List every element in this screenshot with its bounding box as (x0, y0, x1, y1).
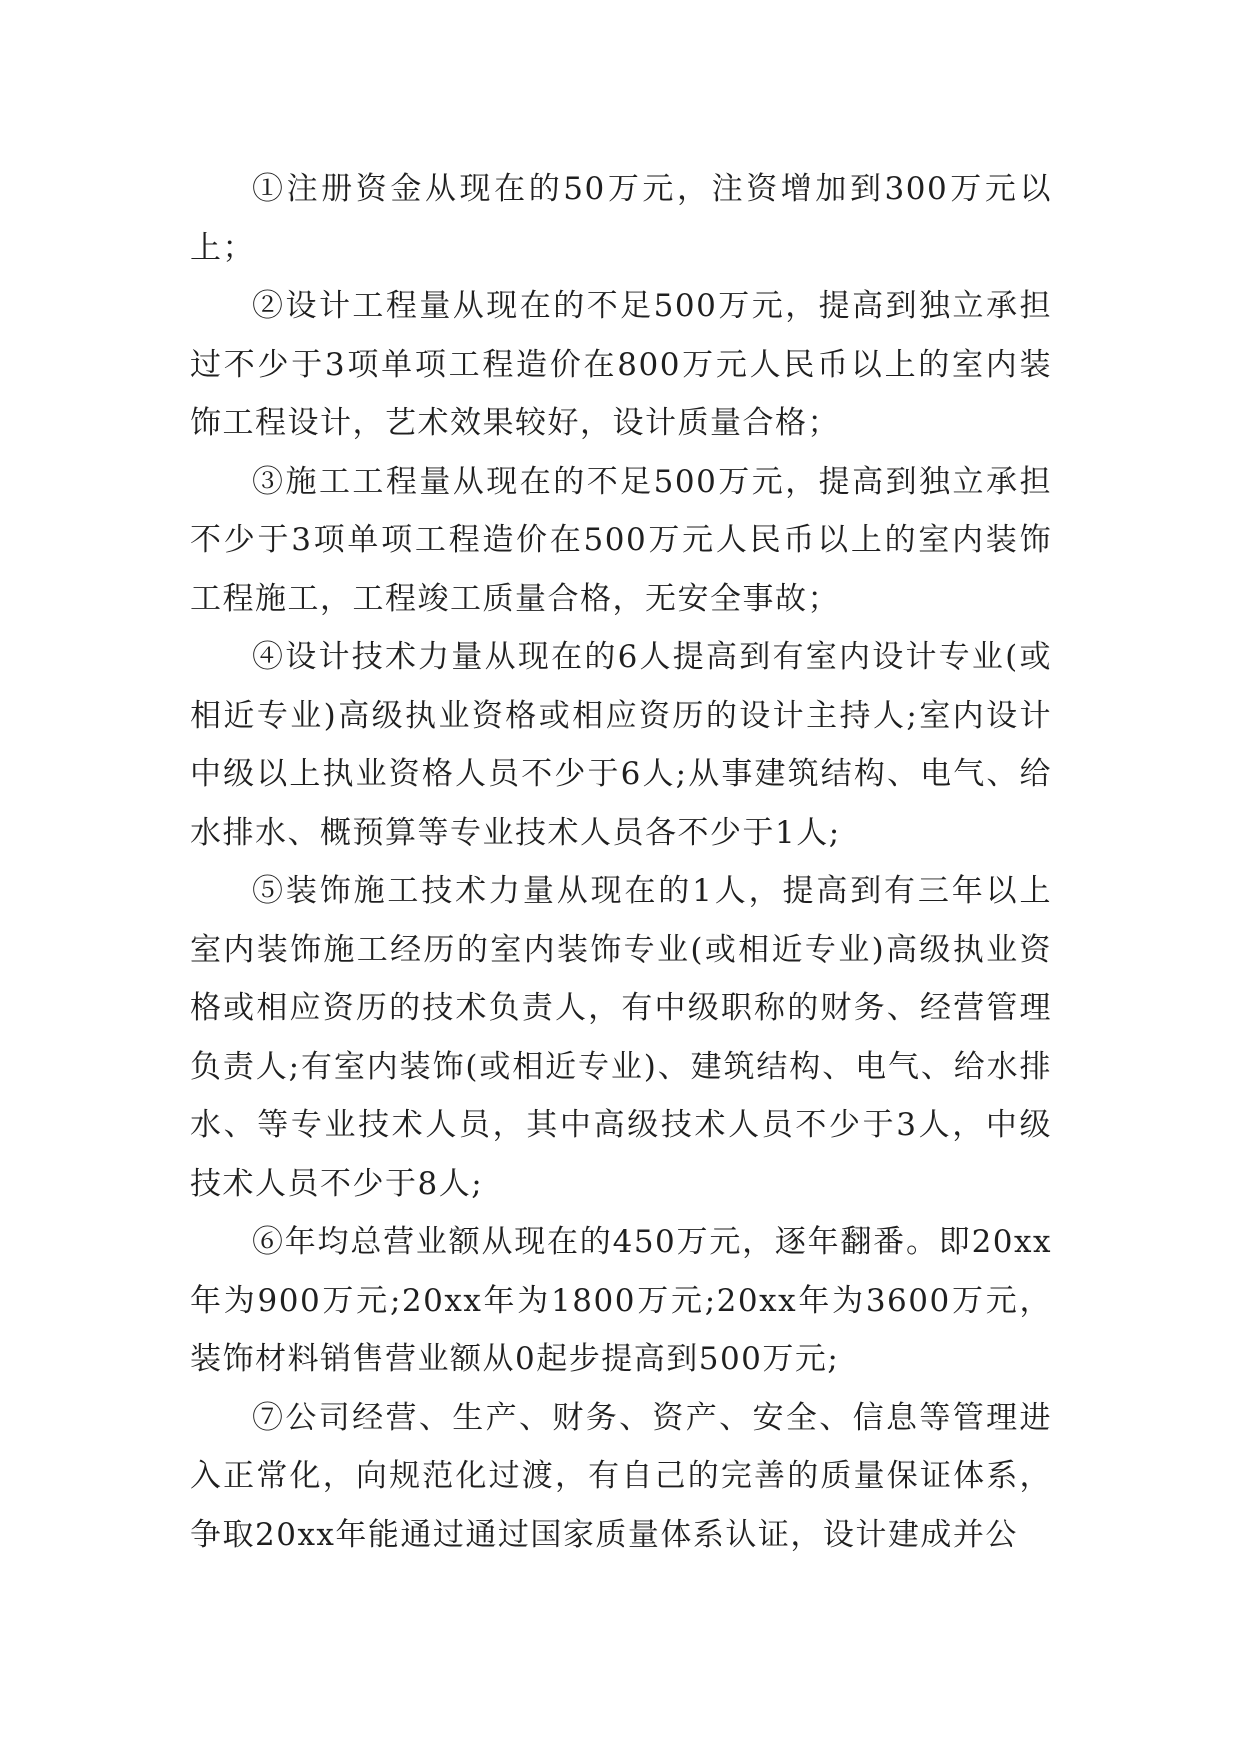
paragraph-7: ⑦公司经营、生产、财务、资产、安全、信息等管理进入正常化，向规范化过渡，有自己的完善的质量保证体系，争取20xx年能通过通过国家质量体系认证，设计建成并公 (190, 1399, 1052, 1553)
paragraph-2: ②设计工程量从现在的不足500万元，提高到独立承担过不少于3项单项工程造价在800万元人民币以上的室内装饰工程设计，艺术效果较好，设计质量合格； (190, 288, 1052, 441)
paragraph-1: ①注册资金从现在的50万元，注资增加到300万元以上； (190, 171, 1052, 266)
paragraph-3: ③施工工程量从现在的不足500万元，提高到独立承担不少于3项单项工程造价在500万元人民币以上的室内装饰工程施工，工程竣工质量合格，无安全事故； (190, 463, 1052, 617)
paragraph-6: ⑥年均总营业额从现在的450万元，逐年翻番。即20xx年为900万元;20xx年为1800万元;20xx年为3600万元，装饰材料销售营业额从0起步提高到500万元; (190, 1224, 1052, 1377)
document-body (190, 160, 1052, 1564)
paragraph-5: ⑤装饰施工技术力量从现在的1人，提高到有三年以上室内装饰施工经历的室内装饰专业(或相近专业)高级执业资格或相应资历的技术负责人，有中级职称的财务、经营管理负责人;有室内装饰(或相近专业)、建筑结构、电气、给水排水、等专业技术人员，其中高级技术人员不少于3人，中级技术人员不少于8人; (190, 873, 1052, 1202)
paragraph-4: ④设计技术力量从现在的6人提高到有室内设计专业(或相近专业)高级执业资格或相应资历的设计主持人;室内设计中级以上执业资格人员不少于6人;从事建筑结构、电气、给水排水、概预算等专业技术人员各不少于1人; (190, 639, 1052, 851)
